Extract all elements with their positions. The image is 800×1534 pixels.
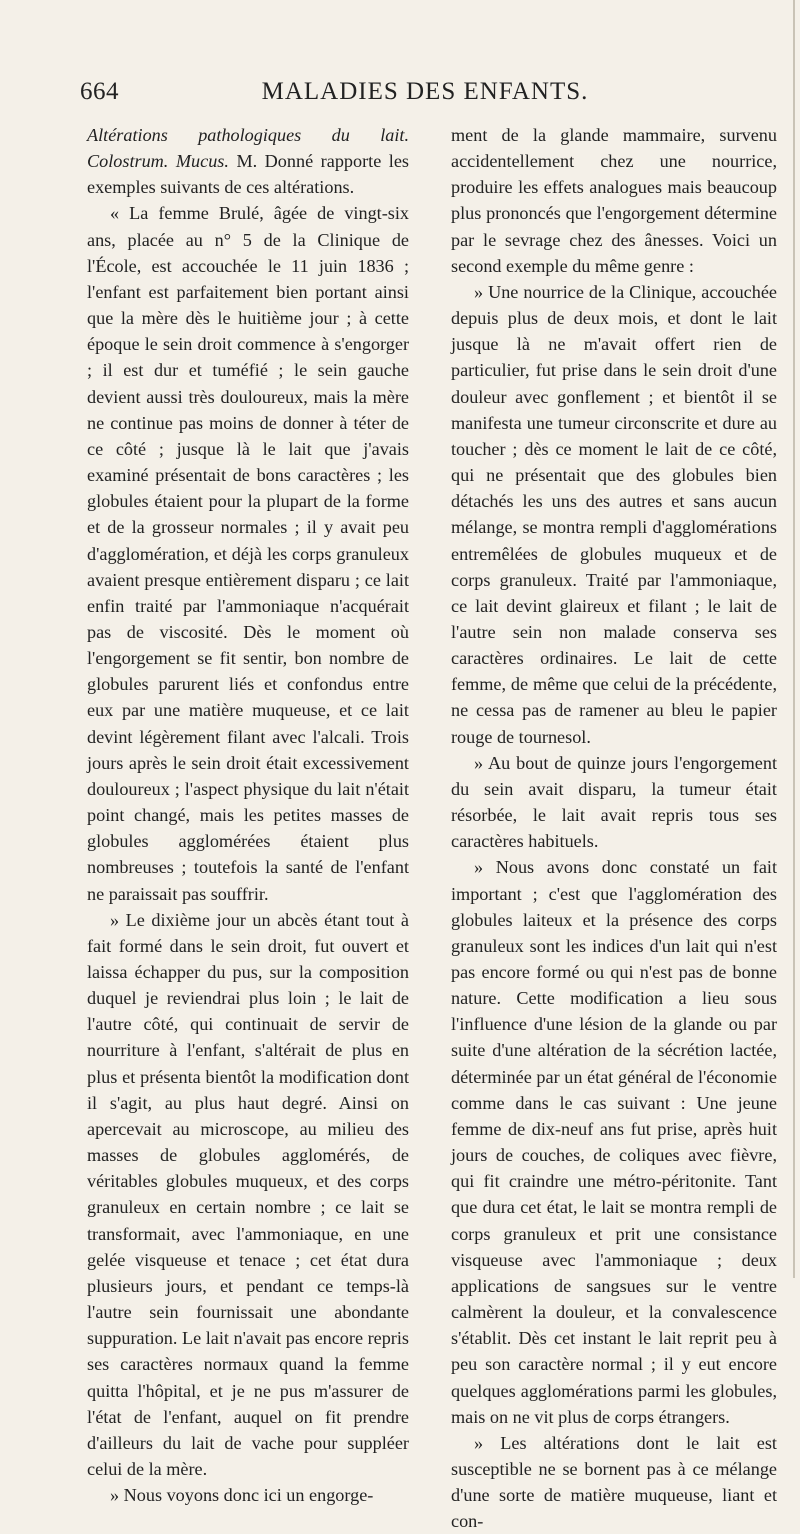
right-column — [451, 122, 777, 1534]
paragraph: » Nous avons donc constaté un fait important ; c'est que l'agglomération des globules laiteux et la présence des corps granuleux sont les indices d'un lait qui n'est pas encore formé ou qui n'est pas de bonne nature. Cette modification a lieu sous l'influence d'une lésion de la glande ou par suite d'une altération de la sécrétion lactée, déterminée par un état général de l'économie comme dans le cas suivant : Une jeune femme de dix-neuf ans fut prise, après huit jours de couches, de coliques avec fièvre, qui fit craindre une métro-péritonite. Tant que dura cet état, le lait se montra rempli de corps granuleux et prit une consistance visqueuse avec l'ammoniaque ; deux applications de sangsues sur le ventre calmèrent la douleur, et la convalescence s'établit. Dès cet instant le lait reprit peu à peu son caractère normal ; il y eut encore quelques agglomérations parmi les globules, mais on ne vit plus de corps étrangers. — [451, 857, 777, 1427]
page-number: 664 — [80, 78, 119, 105]
lead-paragraph — [87, 122, 409, 200]
paragraph: » Les altérations dont le lait est susceptible ne se bornent pas à ce mélange d'une sorte de matière muqueuse, liant et con- — [451, 1432, 777, 1532]
page-edge — [793, 0, 795, 1278]
running-head — [80, 78, 770, 106]
running-title: MALADIES DES ENFANTS. — [261, 78, 589, 105]
paragraph: » Au bout de quinze jours l'engorgement du sein avait disparu, la tumeur était résorbée, le lait avait repris tous ses caractères habituels. — [451, 752, 777, 852]
paragraph: » Le dixième jour un abcès étant tout à fait formé dans le sein droit, fut ouvert et laissa échapper du pus, sur la composition duquel je reviendrai plus loin ; le lait de l'autre côté, qui continuait de servir de nourriture à l'enfant, s'altérait de plus en plus et présenta bientôt la modification dont il s'agit, au plus haut degré. Ainsi on apercevait au microscope, au milieu des masses de globules agglomérés, de véritables globules muqueux, et des corps granuleux en certain nombre ; ce lait se transformait, avec l'ammoniaque, en une gelée visqueuse et tenace ; cet état dura plusieurs jours, et pendant ce temps-là l'autre sein fournissait une abondante suppuration. Le lait n'avait pas encore repris ses caractères normaux quand la femme quitta l'hôpital, et je ne pus m'assurer de l'état de l'enfant, auquel on fit prendre d'ailleurs du lait de vache pour suppléer celui de la mère. — [87, 909, 409, 1479]
paragraph: » Une nourrice de la Clinique, accouchée depuis plus de deux mois, et dont le lait jusque là ne m'avait offert rien de particulier, fut prise dans le sein droit d'une douleur avec gonflement ; et bientôt il se manifesta une tumeur circonscrite et dure au toucher ; dès ce moment le lait de ce côté, qui ne présentait que des globules bien détachés les uns des autres et sans aucun mélange, se montra rempli d'agglomérations entremêlées de globules muqueux et de corps granuleux. Traité par l'ammoniaque, ce lait devint glaireux et filant ; le lait de l'autre sein non malade conserva ses caractères ordinaires. Le lait de cette femme, de même que celui de la précédente, ne cessa pas de ramener au bleu le papier rouge de tournesol. — [451, 281, 777, 747]
lead-text: M. Donné rapporte les exemples suivants de ces altérations. — [87, 151, 409, 198]
paragraph: ment de la glande mammaire, survenu accidentellement chez une nourrice, produire les effets analogues mais beaucoup plus prononcés que l'engorgement détermine par le sevrage chez des ânesses. Voici un second exemple du même genre : — [451, 125, 777, 276]
paragraph: « La femme Brulé, âgée de vingt-six ans, placée au n° 5 de la Clinique de l'École, est accouchée le 11 juin 1836 ; l'enfant est parfaitement bien portant ainsi que la mère dès le huitième jour ; à cette époque le sein droit commence à s'engorger ; il est dur et tuméfié ; le sein gauche devient aussi très douloureux, mais la mère ne continue pas moins de donner à téter de ce côté ; jusque là le lait que j'avais examiné présentait de bons caractères ; les globules étaient pour la plupart de la forme et de la grosseur normales ; il y avait peu d'agglomération, et déjà les corps granuleux avaient presque entièrement disparu ; ce lait enfin traité par l'ammoniaque n'acquérait pas de viscosité. Dès le moment où l'engorgement se fit sentir, bon nombre de globules parurent liés et confondus entre eux par une matière muqueuse, et ce lait devint légèrement filant avec l'alcali. Trois jours après le sein droit était excessivement douloureux ; l'aspect physique du lait n'était point changé, mais les petites masses de globules agglomérées étaient plus nombreuses ; toutefois la santé de l'enfant ne paraissait pas souffrir. — [87, 203, 409, 904]
paragraph: » Nous voyons donc ici un engorge- — [110, 1485, 374, 1506]
section-title: Altérations pathologiques du lait. Colostrum. Mucus. — [87, 125, 409, 172]
left-column — [87, 122, 409, 1508]
